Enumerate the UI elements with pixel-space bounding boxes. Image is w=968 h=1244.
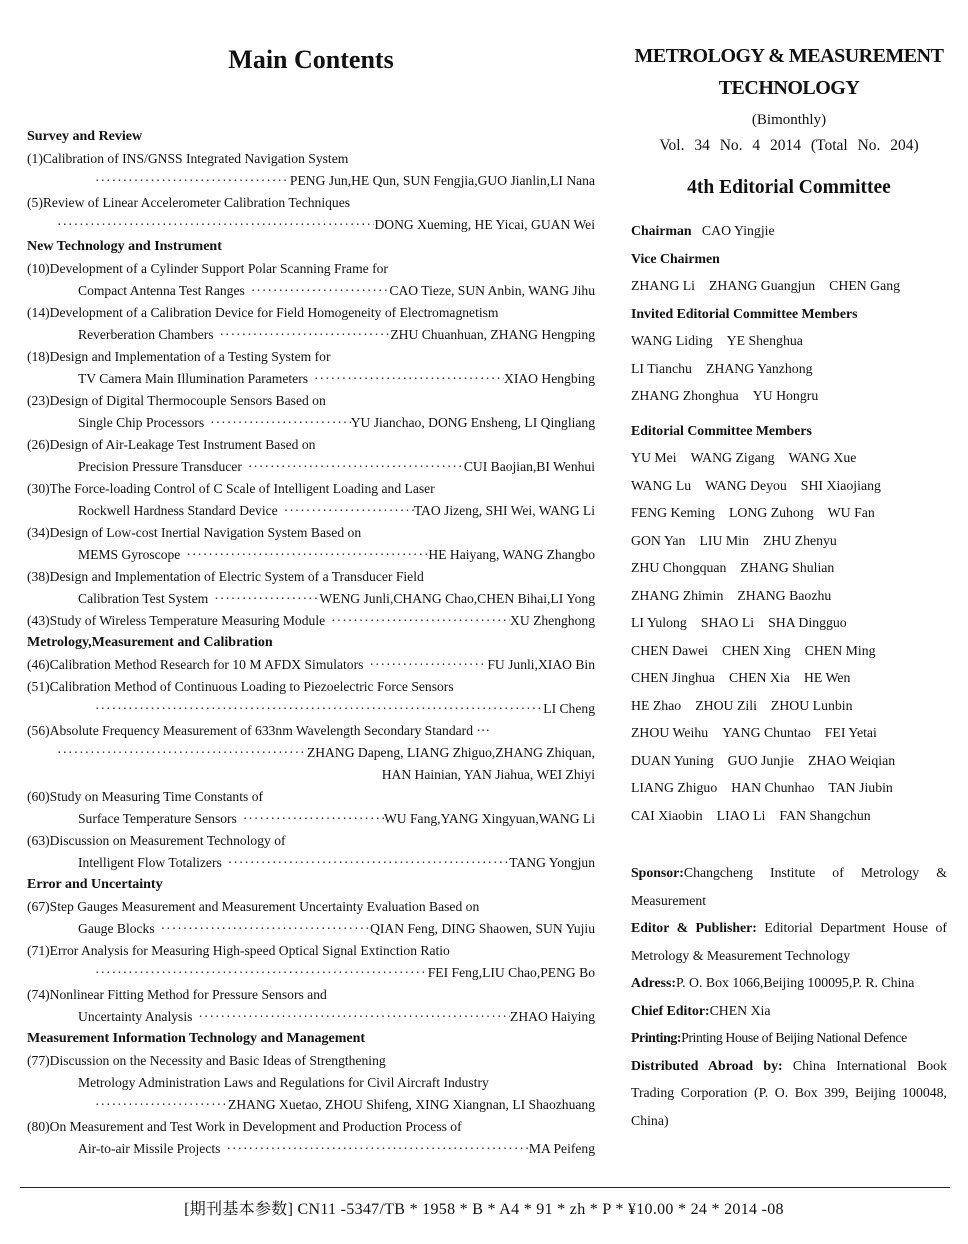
entry-line-2	[27, 918, 595, 940]
entry-number: (71)	[27, 943, 50, 958]
frequency: (Bimonthly)	[751, 112, 827, 128]
member-name: YU Mei	[631, 450, 677, 465]
name-row	[631, 582, 947, 610]
dot-leader	[180, 544, 428, 566]
dot-leader	[363, 654, 487, 676]
entry-number: (46)	[27, 657, 50, 672]
member-name: SHA Dingguo	[768, 615, 847, 630]
entry-number: (56)	[27, 723, 50, 738]
entry-authors: WENG Junli,CHANG Chao,CHEN Bihai,LI Yong	[319, 591, 595, 606]
entry-authors: WU Fang,YANG Xingyuan,WANG Li	[383, 811, 595, 826]
page-title: Main Contents	[228, 45, 394, 74]
member-name: ZHANG Guangjun	[709, 278, 816, 293]
member-name: CHEN Dawei	[631, 642, 709, 658]
toc-entry	[27, 302, 595, 324]
name-row	[631, 692, 947, 720]
entry-number: (34)	[27, 525, 50, 540]
member-name: ZHANG Baozhu	[737, 587, 832, 603]
dot-leader	[278, 500, 414, 522]
member-name: WANG Liding	[631, 333, 713, 348]
member-name: WANG Xue	[788, 450, 857, 465]
entry-number: (63)	[27, 833, 50, 848]
dot-leader	[192, 1006, 510, 1028]
toc-entry	[27, 940, 595, 962]
entry-number: (77)	[27, 1053, 50, 1068]
printing-line: Printing:Printing House of Beijing National Defence	[631, 1030, 907, 1045]
name-row	[631, 637, 947, 665]
member-name: FEI Yetai	[824, 725, 877, 740]
entry-title-continued: MEMS Gyroscope	[78, 547, 181, 562]
sponsor-line: Sponsor:Changcheng Institute of Metrology & Measurement	[631, 865, 947, 908]
toc-entry	[27, 478, 595, 500]
entry-line-2	[27, 412, 595, 434]
vice-chairmen-label: Vice Chairmen	[631, 250, 720, 266]
entry-number: (67)	[27, 899, 50, 914]
committee-title: 4th Editorial Committee	[687, 177, 891, 198]
member-name: YU Hongru	[752, 388, 819, 403]
dot-leader	[214, 324, 391, 346]
entry-author-line	[27, 170, 595, 192]
entry-authors: LI Cheng	[543, 701, 595, 716]
section-heading: New Technology and Instrument	[27, 239, 222, 254]
name-row	[631, 472, 947, 500]
entry-title-continued: Gauge Blocks	[78, 921, 155, 936]
dot-leader	[242, 456, 464, 478]
entry-line-2	[27, 544, 595, 566]
member-name: LI Yulong	[631, 615, 687, 630]
member-name: YE Shenghua	[726, 333, 803, 348]
entry-authors-continued: HAN Hainian, YAN Jiahua, WEI Zhiyi	[381, 767, 595, 782]
member-name: WU Fan	[827, 505, 875, 520]
name-row	[631, 499, 947, 527]
toc-entry	[27, 522, 595, 544]
entry-author-line	[27, 962, 595, 984]
vice-chairmen-list	[631, 272, 947, 300]
toc-entry	[27, 1050, 595, 1072]
dot-leader	[237, 808, 384, 830]
name-row	[631, 444, 947, 472]
entry-title-continued: Rockwell Hardness Standard Device	[78, 503, 278, 518]
entry-title-text: Design and Implementation of Electric System of a Transducer Field	[49, 569, 424, 584]
entry-title-text: Design of Air-Leakage Test Instrument Based on	[49, 437, 316, 452]
committee-members-list	[631, 444, 947, 829]
entry-title-continued: Reverberation Chambers	[78, 327, 214, 342]
chairman-line	[631, 217, 947, 245]
entry-authors: PENG Jun,HE Qun, SUN Fengjia,GUO Jianlin,LI Nana	[289, 173, 595, 188]
invited-members-list	[631, 327, 947, 410]
entry-title-text: Calibration Method of Continuous Loading to Piezoelectric Force Sensors	[49, 679, 454, 694]
member-name: FAN Shangchun	[779, 807, 871, 823]
journal-name-line1: METROLOGY & MEASUREMENT	[634, 45, 944, 67]
entry-title-text: On Measurement and Test Work in Development and Production Process of	[49, 1119, 462, 1134]
member-name: SHAO Li	[700, 615, 755, 630]
toc-entry	[27, 258, 595, 280]
entry-title-text: Calibration Method Research for 10 M AFDX Simulators	[49, 657, 364, 672]
dot-leader	[89, 962, 428, 984]
name-row	[631, 527, 947, 555]
toc-entry	[27, 720, 595, 742]
entry-title-text: Design of Low-cost Inertial Navigation System Based on	[49, 525, 362, 540]
entry-number: (5)	[27, 195, 43, 210]
entry-line-2	[27, 456, 595, 478]
member-name: HE Zhao	[631, 697, 682, 713]
entry-title-continued: Uncertainty Analysis	[78, 1009, 193, 1024]
name-row	[631, 664, 947, 692]
member-name: WANG Lu	[631, 477, 692, 493]
entry-number: (14)	[27, 305, 50, 320]
member-name: LI Tianchu	[631, 360, 692, 376]
dot-leader	[89, 170, 290, 192]
entry-authors: FEI Feng,LIU Chao,PENG Bo	[427, 965, 595, 980]
dot-leader	[245, 280, 390, 302]
member-name: TAN Jiubin	[828, 780, 893, 795]
entry-title-continued: Air-to-air Missile Projects	[78, 1141, 221, 1156]
journal-name-line2: TECHNOLOGY	[718, 77, 860, 99]
dot-leader	[220, 1138, 528, 1160]
toc-entry	[27, 984, 595, 1006]
dot-leader	[308, 368, 504, 390]
member-name: ZHOU Zili	[695, 697, 757, 713]
member-name: ZHANG Yanzhong	[705, 360, 813, 376]
entry-title-text: Design and Implementation of a Testing System for	[49, 349, 331, 364]
member-name: LIAO Li	[716, 807, 766, 823]
dot-leader	[222, 852, 509, 874]
chief-editor-line: Chief Editor:CHEN Xia	[631, 1002, 771, 1018]
chairman-label: Chairman	[631, 223, 692, 238]
entry-title-text: Discussion on Measurement Technology of	[49, 833, 286, 848]
toc-entry	[27, 830, 595, 852]
contents-column	[27, 40, 595, 1160]
entry-title	[27, 654, 363, 676]
editor-line: Editor & Publisher: Editorial Department House of Metrology & Measurement Technology	[631, 920, 948, 963]
entry-number: (51)	[27, 679, 50, 694]
member-name: LONG Zuhong	[728, 505, 814, 520]
entry-title-text: Discussion on the Necessity and Basic Ideas of Strengthening	[49, 1053, 386, 1068]
entry-title-continued: Intelligent Flow Totalizers	[78, 855, 222, 870]
member-name: YANG Chuntao	[722, 725, 811, 740]
name-row	[631, 609, 947, 637]
masthead-column	[631, 40, 947, 1134]
toc-entry	[27, 610, 595, 632]
entry-line-2	[27, 368, 595, 390]
entry-authors: XU Zhenghong	[510, 613, 595, 628]
entry-title-continued: Single Chip Processors	[78, 415, 205, 430]
toc-entry	[27, 390, 595, 412]
entry-line-2	[27, 1138, 595, 1160]
entry-title-text: Error Analysis for Measuring High-speed Optical Signal Extinction Ratio	[49, 943, 450, 958]
member-name: HAN Chunhao	[731, 780, 815, 795]
section-heading: Error and Uncertainty	[27, 877, 163, 892]
entry-number: (60)	[27, 789, 50, 804]
entry-authors: ZHU Chuanhuan, ZHANG Hengping	[390, 327, 595, 342]
member-name: WANG Deyou	[705, 477, 787, 493]
entry-number: (38)	[27, 569, 50, 584]
entry-title-continued: Calibration Test System	[78, 591, 209, 606]
entry-title-text: Absolute Frequency Measurement of 633nm Wavelength Secondary Standard ···	[49, 723, 490, 738]
section-heading: Survey and Review	[27, 129, 143, 144]
member-name: LIANG Zhiguo	[631, 780, 718, 795]
entry-authors: ZHANG Dapeng, LIANG Zhiguo,ZHANG Zhiquan,	[306, 745, 595, 760]
entry-line-2	[27, 324, 595, 346]
toc-entry	[27, 566, 595, 588]
name-row	[631, 382, 947, 410]
member-name: ZHU Chongquan	[631, 560, 727, 575]
toc-entry	[27, 676, 595, 698]
member-name: CHEN Ming	[804, 642, 876, 658]
entry-title-continued: Metrology Administration Laws and Regulations for Civil Aircraft Industry	[78, 1075, 489, 1090]
entry-authors: CUI Baojian,BI Wenhui	[463, 459, 595, 474]
name-row	[631, 774, 947, 802]
entry-title-text: Development of a Calibration Device for Field Homogeneity of Electromagnetism	[49, 305, 499, 320]
member-name: CAI Xiaobin	[631, 807, 703, 823]
entry-title-text: Design of Digital Thermocouple Sensors Based on	[49, 393, 326, 408]
dot-leader	[51, 742, 307, 764]
member-name: ZHAO Weiqian	[807, 752, 896, 768]
entry-title-text: Review of Linear Accelerometer Calibration Techniques	[42, 195, 351, 210]
entry-line-2	[27, 1006, 595, 1028]
entry-title-continued: Compact Antenna Test Ranges	[78, 283, 245, 298]
entry-authors: ZHANG Xuetao, ZHOU Shifeng, XING Xiangnan, LI Shaozhuang	[228, 1097, 595, 1112]
member-name: SHI Xiaojiang	[800, 477, 881, 493]
member-name: GUO Junjie	[727, 752, 794, 768]
journal-parameters: [期刊基本参数] CN11 -5347/TB * 1958 * B * A4 * 91 * zh * P * ¥10.00 * 24 * 2014 -08	[184, 1201, 784, 1218]
entry-author-line	[27, 1094, 595, 1116]
member-name: ZHANG Zhimin	[631, 587, 724, 603]
entry-author-line	[27, 742, 595, 764]
distributed-line: Distributed Abroad by: China International Book Trading Corporation (P. O. Box 399, Beijing 100048, China)	[631, 1057, 947, 1128]
member-name: ZHANG Zhonghua	[631, 388, 739, 403]
member-name: ZHOU Weihu	[631, 725, 709, 740]
table-of-contents	[27, 126, 595, 1160]
entry-line-2	[27, 588, 595, 610]
entry-line-2	[27, 500, 595, 522]
entry-authors: MA Peifeng	[528, 1141, 595, 1156]
member-name: CHEN Gang	[829, 278, 901, 293]
name-row	[631, 802, 947, 830]
entry-number: (23)	[27, 393, 50, 408]
name-row	[631, 327, 947, 355]
toc-entry	[27, 786, 595, 808]
member-name: CHEN Xing	[722, 642, 791, 658]
dot-leader	[325, 610, 510, 632]
member-name: ZHANG Li	[631, 278, 695, 293]
entry-number: (80)	[27, 1119, 50, 1134]
entry-authors: QIAN Feng, DING Shaowen, SUN Yujiu	[370, 921, 595, 936]
name-row	[631, 355, 947, 383]
entry-line-2	[27, 852, 595, 874]
entry-title-continued: TV Camera Main Illumination Parameters	[78, 371, 309, 386]
toc-entry	[27, 896, 595, 918]
name-row	[631, 272, 947, 300]
member-name: ZHOU Lunbin	[770, 697, 853, 713]
entry-author-line	[27, 698, 595, 720]
entry-line-2	[27, 808, 595, 830]
entry-authors: DONG Xueming, HE Yicai, GUAN Wei	[374, 217, 595, 232]
member-name: CHEN Xia	[728, 670, 790, 685]
entry-title-continued: Precision Pressure Transducer	[78, 459, 242, 474]
entry-title-text: The Force-loading Control of C Scale of Intelligent Loading and Laser	[49, 481, 435, 496]
entry-number: (43)	[27, 613, 50, 628]
footer-rule	[20, 1187, 950, 1188]
entry-authors: TAO Jizeng, SHI Wei, WANG Li	[413, 503, 595, 518]
entry-title	[27, 610, 325, 632]
entry-authors: HE Haiyang, WANG Zhangbo	[428, 547, 595, 562]
entry-title-text: Step Gauges Measurement and Measurement Uncertainty Evaluation Based on	[49, 899, 480, 914]
dot-leader	[89, 1094, 228, 1116]
entry-title-text: Nonlinear Fitting Method for Pressure Sensors and	[49, 987, 327, 1002]
address-line: Adress:P. O. Box 1066,Beijing 100095,P. R. China	[631, 975, 915, 990]
name-row	[631, 719, 947, 747]
invited-members-label: Invited Editorial Committee Members	[631, 305, 858, 321]
member-name: WANG Zigang	[690, 450, 775, 465]
entry-number: (26)	[27, 437, 50, 452]
dot-leader	[51, 214, 374, 236]
entry-authors: XIAO Hengbing	[504, 371, 595, 386]
entry-number: (74)	[27, 987, 50, 1002]
member-name: ZHU Zhenyu	[762, 532, 837, 548]
entry-authors: TANG Yongjun	[509, 855, 595, 870]
entry-title-text: Study of Wireless Temperature Measuring Module	[49, 613, 326, 628]
dot-leader	[155, 918, 370, 940]
member-name: ZHANG Shulian	[740, 560, 835, 575]
chairman-name: CAO Yingjie	[701, 223, 775, 238]
toc-entry	[27, 434, 595, 456]
entry-authors: YU Jianchao, DONG Ensheng, LI Qingliang	[350, 415, 595, 430]
volume-info: Vol. 34 No. 4 2014 (Total No. 204)	[659, 137, 919, 154]
entry-number: (18)	[27, 349, 50, 364]
section-heading: Metrology,Measurement and Calibration	[27, 635, 273, 650]
member-name: GON Yan	[631, 532, 686, 548]
name-row	[631, 554, 947, 582]
entry-line-2	[27, 280, 595, 302]
entry-number: (30)	[27, 481, 50, 496]
toc-entry	[27, 192, 595, 214]
dot-leader	[89, 698, 543, 720]
entry-author-line	[27, 214, 595, 236]
member-name: FENG Keming	[631, 505, 715, 520]
entry-number: (10)	[27, 261, 50, 276]
entry-authors: FU Junli,XIAO Bin	[487, 657, 595, 672]
section-heading: Measurement Information Technology and Management	[27, 1031, 366, 1046]
toc-entry	[27, 346, 595, 368]
dot-leader	[208, 588, 319, 610]
member-name: HE Wen	[803, 670, 851, 685]
toc-entry	[27, 148, 595, 170]
member-name: CHEN Jinghua	[631, 670, 715, 685]
name-row	[631, 747, 947, 775]
entry-title-text: Calibration of INS/GNSS Integrated Navigation System	[42, 151, 349, 166]
member-name: DUAN Yuning	[631, 752, 714, 768]
entry-authors: CAO Tieze, SUN Anbin, WANG Jihu	[389, 283, 595, 298]
toc-entry	[27, 1116, 595, 1138]
dot-leader	[204, 412, 351, 434]
entry-number: (1)	[27, 151, 43, 166]
committee-members-label: Editorial Committee Members	[631, 422, 812, 438]
entry-title-text: Study on Measuring Time Constants of	[49, 789, 264, 804]
entry-title-continued: Surface Temperature Sensors	[78, 811, 237, 826]
toc-entry	[27, 654, 595, 676]
entry-authors: ZHAO Haiying	[510, 1009, 595, 1024]
member-name: LIU Min	[699, 532, 749, 548]
entry-title-text: Development of a Cylinder Support Polar Scanning Frame for	[49, 261, 388, 276]
publication-info	[631, 859, 947, 1134]
